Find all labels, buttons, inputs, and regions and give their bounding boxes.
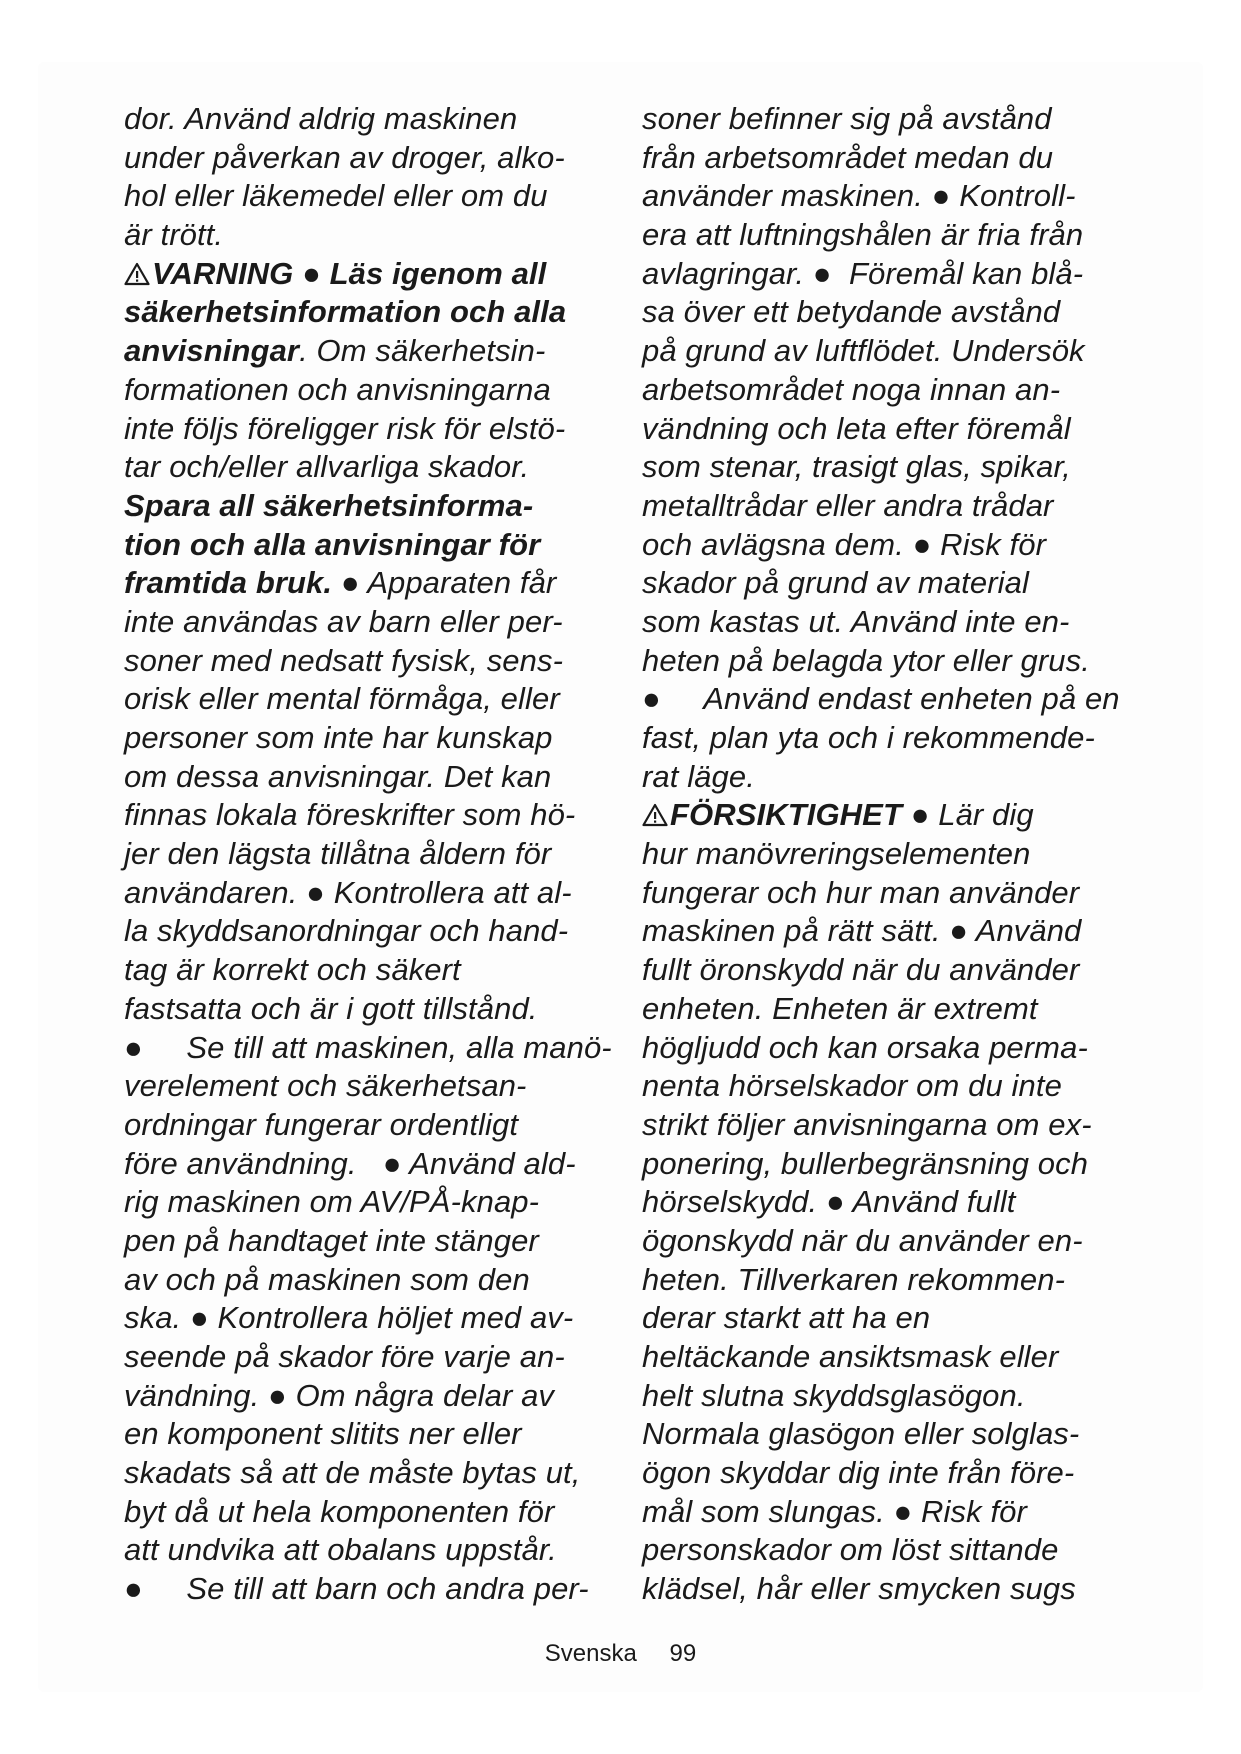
text-line: ska. ● Kontrollera höljet med av- bbox=[124, 1300, 574, 1336]
text-line: och avlägsna dem. ● Risk för bbox=[642, 526, 1047, 562]
text-line: avlagringar. ● Föremål kan blå- bbox=[642, 255, 1084, 291]
text-line: inte användas av barn eller per- bbox=[124, 603, 563, 639]
text-line: att undvika att obalans uppstår. bbox=[124, 1532, 557, 1568]
text-line: säkerhetsinformation och alla bbox=[124, 294, 567, 330]
text-line: ögon skyddar dig inte från före- bbox=[642, 1455, 1075, 1491]
text-line: Normala glasögon eller solglas- bbox=[642, 1416, 1080, 1452]
text-line: är trött. bbox=[124, 217, 224, 253]
text-line: seende på skador före varje an- bbox=[124, 1339, 565, 1374]
text-line: under påverkan av droger, alko- bbox=[124, 139, 565, 175]
text-line: användaren. ● Kontrollera att al- bbox=[124, 874, 572, 910]
text-line: nenta hörselskador om du inte bbox=[642, 1068, 1062, 1104]
left-text-column bbox=[124, 100, 644, 1609]
text-line: era att luftningshålen är fria från bbox=[642, 217, 1084, 253]
text-line: ● Se till att maskinen, alla manö- bbox=[124, 1029, 612, 1065]
text-line: tar och/eller allvarliga skador. bbox=[124, 449, 530, 485]
caution-heading-text: FÖRSIKTIGHET bbox=[670, 797, 902, 833]
text-line: före användning. ● Använd ald- bbox=[124, 1145, 576, 1181]
text-line: om dessa anvisningar. Det kan bbox=[124, 758, 552, 794]
text-line: soner med nedsatt fysisk, sens- bbox=[124, 642, 564, 678]
page-footer bbox=[0, 1640, 1241, 1668]
text-line: heten på belagda ytor eller grus. bbox=[642, 642, 1090, 678]
text-line: på grund av luftflödet. Undersök bbox=[642, 333, 1085, 369]
text-line: ordningar fungerar ordentligt bbox=[124, 1106, 519, 1142]
text-line: helt slutna skyddsglasögon. bbox=[642, 1377, 1026, 1413]
text-line: strikt följer anvisningarna om ex- bbox=[642, 1106, 1092, 1142]
text-line: sa över ett betydande avstånd bbox=[642, 294, 1061, 330]
text-line: heten. Tillverkaren rekommen- bbox=[642, 1261, 1066, 1297]
text-line: ● Se till att barn och andra per- bbox=[124, 1571, 589, 1607]
text-line: pen på handtaget inte stänger bbox=[124, 1222, 539, 1258]
text-segment: ● Lär dig bbox=[901, 797, 1034, 833]
text-line: hol eller läkemedel eller om du bbox=[124, 178, 548, 214]
page-number: 99 bbox=[669, 1640, 697, 1667]
text-line: använder maskinen. ● Kontroll- bbox=[642, 178, 1076, 214]
text-line: vändning. ● Om några delar av bbox=[124, 1377, 555, 1413]
text-segment: . Om säkerhetsin- bbox=[299, 333, 546, 369]
warning-heading-text: VARNING ● Läs igenom all bbox=[152, 255, 547, 291]
text-line: en komponent slitits ner eller bbox=[124, 1416, 522, 1452]
text-line: hur manövreringselementen bbox=[642, 836, 1031, 872]
text-line: derar starkt att ha en bbox=[642, 1300, 931, 1336]
bold-text: anvisningar bbox=[124, 333, 300, 369]
text-line: rig maskinen om AV/PÅ-knap- bbox=[124, 1184, 540, 1220]
text-line: högljudd och kan orsaka perma- bbox=[642, 1029, 1088, 1065]
text-line: som kastas ut. Använd inte en- bbox=[642, 603, 1070, 639]
warning-triangle-icon bbox=[642, 803, 668, 827]
text-line: fullt öronskydd när du använder bbox=[642, 952, 1080, 988]
text-line: personer som inte har kunskap bbox=[124, 720, 553, 755]
text-line: som stenar, trasigt glas, spikar, bbox=[642, 449, 1071, 485]
text-line: hörselskydd. ● Använd fullt bbox=[642, 1184, 1016, 1220]
text-line: ponering, bullerbegränsning och bbox=[642, 1145, 1089, 1181]
text-line: rat läge. bbox=[642, 758, 755, 794]
text-line: dor. Använd aldrig maskinen bbox=[124, 101, 518, 136]
text-line: heltäckande ansiktsmask eller bbox=[642, 1339, 1059, 1374]
text-line: enheten. Enheten är extremt bbox=[642, 990, 1038, 1026]
footer-language: Svenska bbox=[544, 1640, 637, 1667]
text-line: maskinen på rätt sätt. ● Använd bbox=[642, 913, 1082, 949]
text-line: byt då ut hela komponenten för bbox=[124, 1493, 555, 1529]
text-line: från arbetsområdet medan du bbox=[642, 139, 1054, 175]
text-line: soner befinner sig på avstånd bbox=[642, 101, 1052, 136]
text-line: klädsel, hår eller smycken sugs bbox=[642, 1571, 1076, 1607]
bold-text: framtida bruk. bbox=[124, 565, 333, 601]
text-line: tag är korrekt och säkert bbox=[124, 952, 461, 988]
text-line: fungerar och hur man använder bbox=[642, 874, 1080, 910]
right-text-column bbox=[642, 100, 1162, 1609]
text-line bbox=[124, 564, 644, 603]
text-line: metalltrådar eller andra trådar bbox=[642, 487, 1054, 523]
text-line: vändning och leta efter föremål bbox=[642, 410, 1071, 446]
text-line: jer den lägsta tillåtna åldern för bbox=[124, 836, 552, 872]
text-line: mål som slungas. ● Risk för bbox=[642, 1493, 1027, 1529]
warning-heading-line bbox=[124, 255, 644, 294]
text-line: av och på maskinen som den bbox=[124, 1261, 530, 1297]
text-line: inte följs föreligger risk för elstö- bbox=[124, 410, 566, 446]
text-segment: ● Apparaten får bbox=[332, 565, 557, 601]
text-line: arbetsområdet noga innan an- bbox=[642, 371, 1061, 407]
text-line: formationen och anvisningarna bbox=[124, 371, 551, 407]
text-line: verelement och säkerhetsan- bbox=[124, 1068, 527, 1104]
text-line: personskador om löst sittande bbox=[642, 1532, 1059, 1568]
text-line: tion och alla anvisningar för bbox=[124, 526, 541, 562]
text-line bbox=[124, 332, 644, 371]
text-line: skadats så att de måste bytas ut, bbox=[124, 1455, 581, 1491]
text-line: Spara all säkerhetsinforma- bbox=[124, 487, 534, 523]
caution-heading-line bbox=[642, 796, 1162, 835]
text-line: orisk eller mental förmåga, eller bbox=[124, 681, 560, 717]
text-line: ● Använd endast enheten på en bbox=[642, 681, 1120, 717]
text-line: finnas lokala föreskrifter som hö- bbox=[124, 797, 576, 833]
text-line: ögonskydd när du använder en- bbox=[642, 1222, 1083, 1258]
text-line: la skyddsanordningar och hand- bbox=[124, 913, 569, 949]
text-line: fast, plan yta och i rekommende- bbox=[642, 720, 1095, 755]
text-line: skador på grund av material bbox=[642, 565, 1029, 601]
warning-triangle-icon bbox=[124, 262, 150, 286]
text-line: fastsatta och är i gott tillstånd. bbox=[124, 990, 538, 1026]
